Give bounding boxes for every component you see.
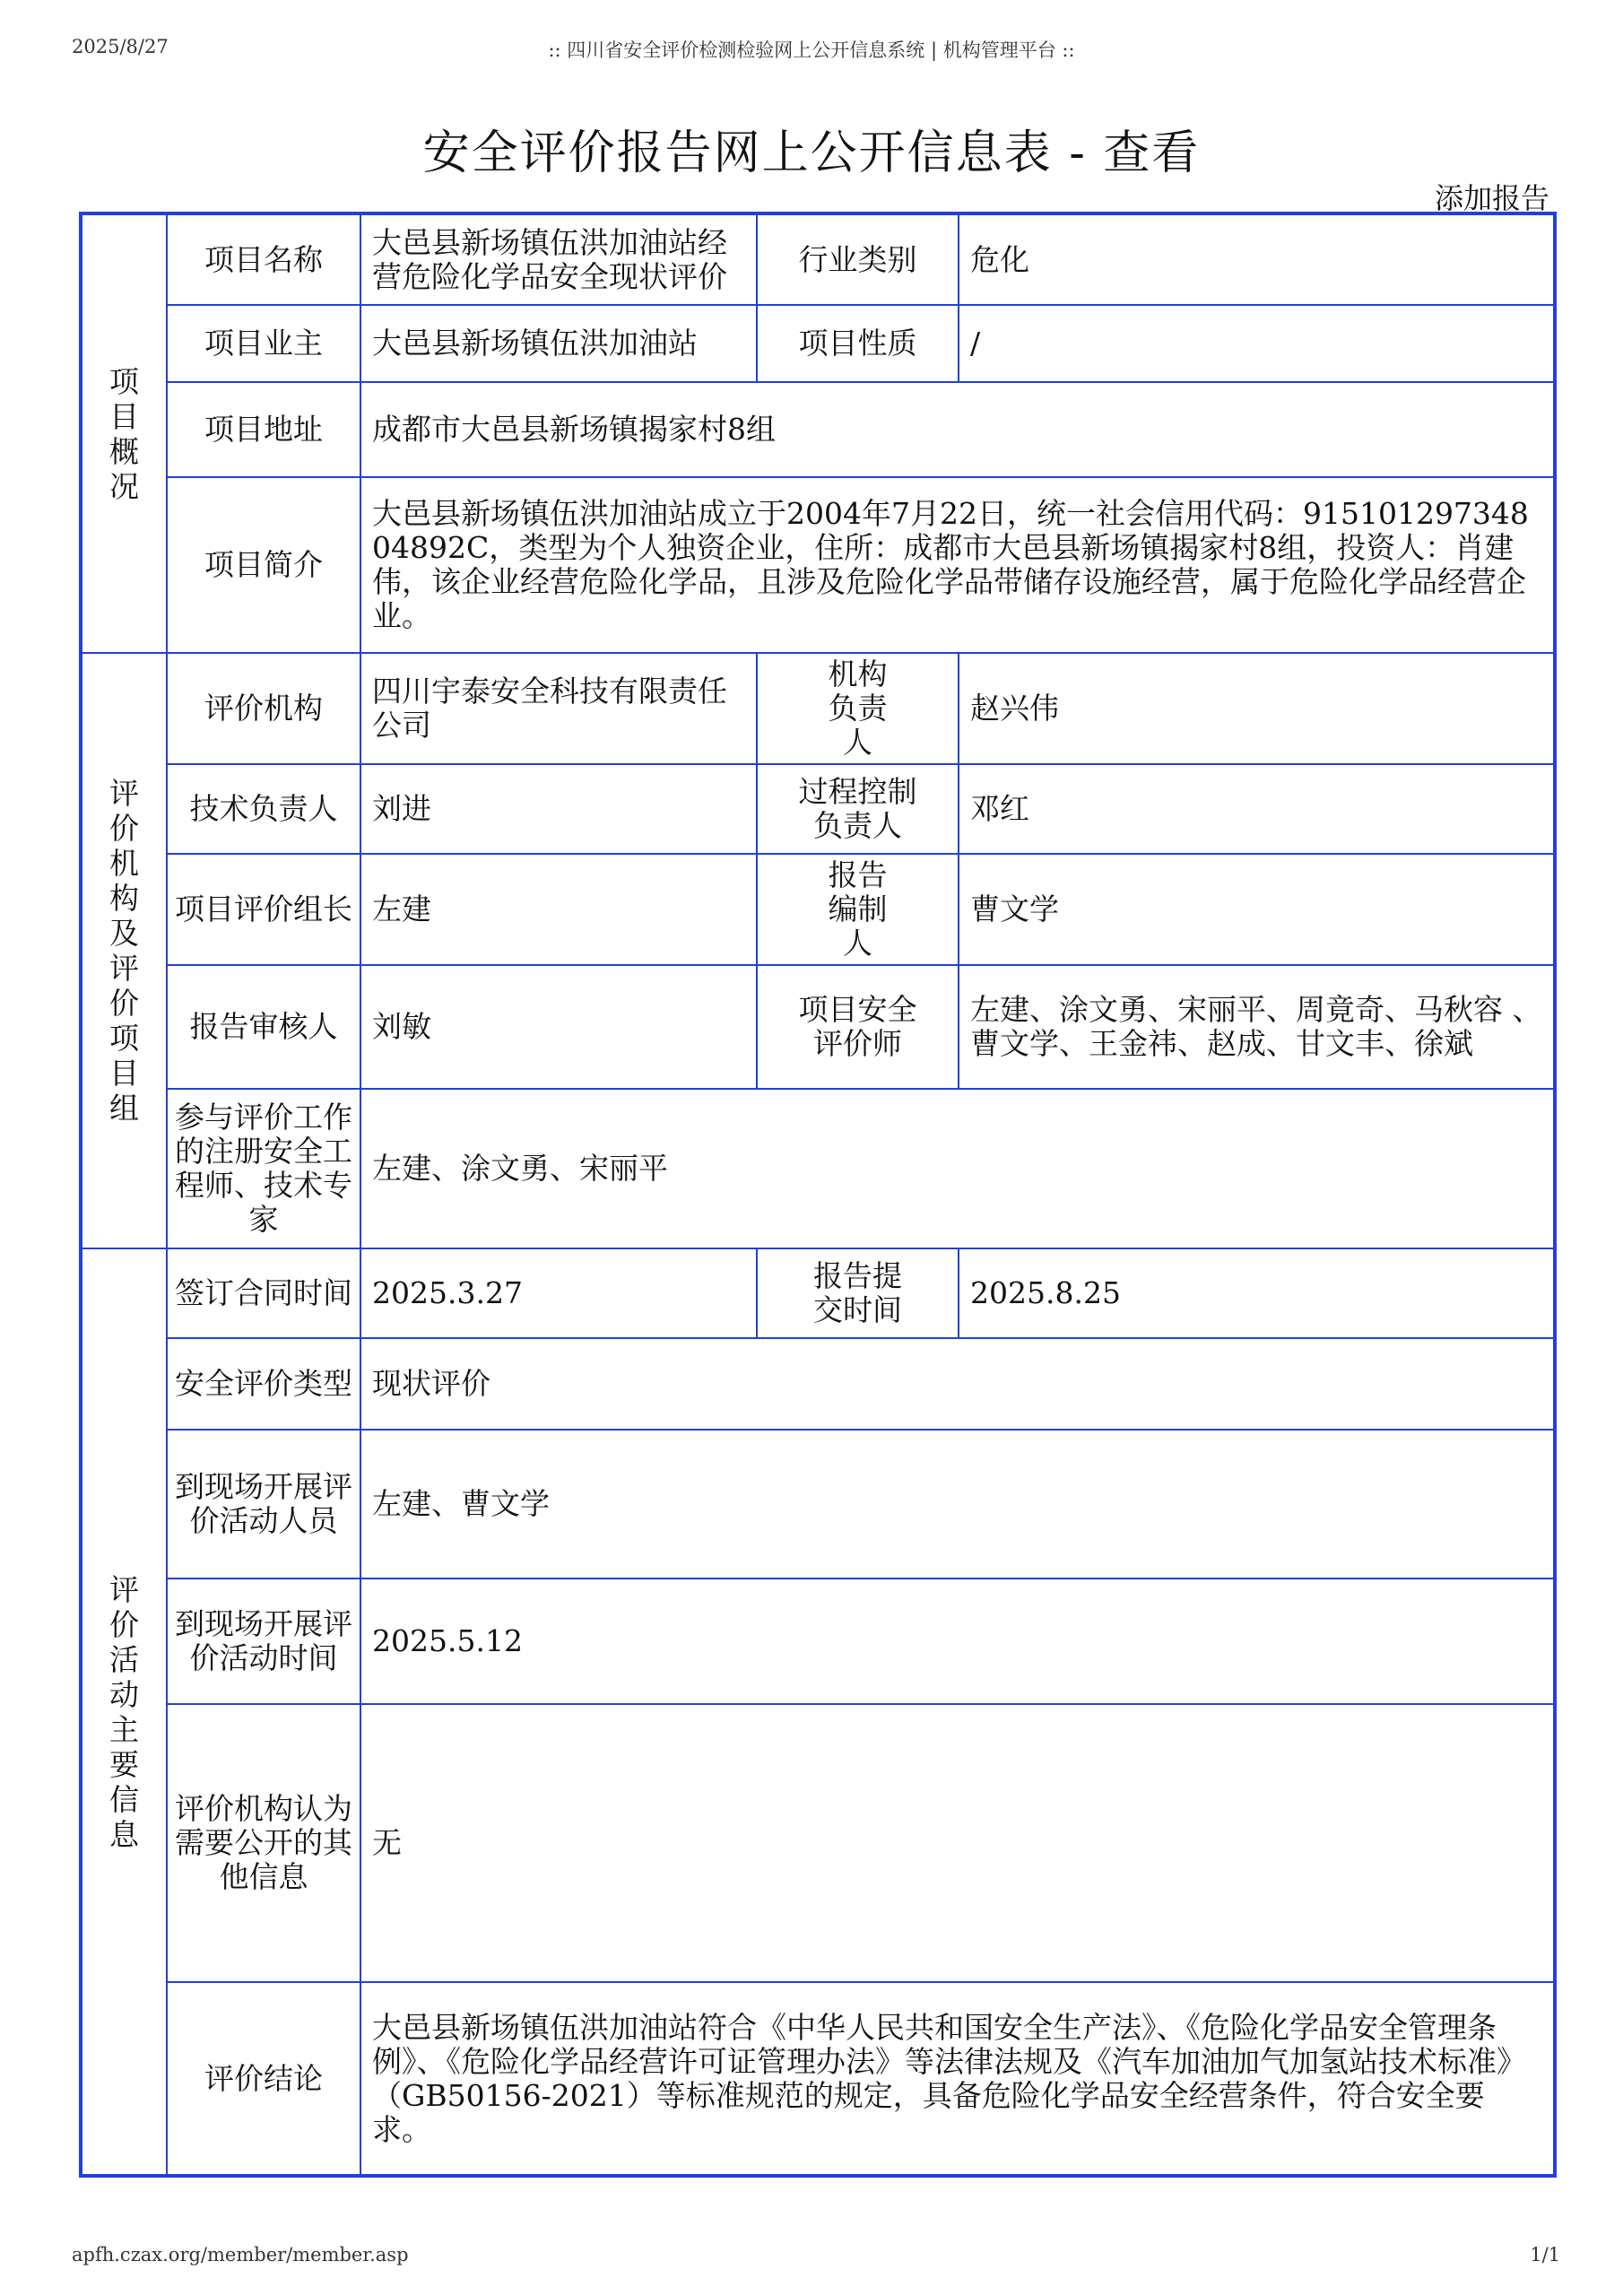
- reviewer-label: 报告审核人: [167, 965, 360, 1089]
- row-tech-head: [81, 764, 1555, 854]
- engineers-value: 左建、涂文勇、宋丽平: [360, 1089, 1555, 1248]
- row-project-name: [81, 213, 1555, 305]
- intro-value: 大邑县新场镇伍洪加油站成立于2004年7月22日，统一社会信用代码：91510129734804892C，类型为个人独资企业，住所：成都市大邑县新场镇揭家村8组，投资人：肖建伟，该企业经营危险化学品，且涉及危险化学品带储存设施经营，属于危险化学品经营企业。: [360, 477, 1555, 653]
- onsite-staff-value: 左建、曹文学: [360, 1430, 1555, 1578]
- owner-label: 项目业主: [167, 305, 360, 382]
- report-author-value: 曹文学: [959, 854, 1555, 965]
- evaluators-label: 项目安全评价师: [757, 965, 959, 1089]
- reviewer-value: 刘敏: [360, 965, 757, 1089]
- engineers-label: 参与评价工作的注册安全工程师、技术专家: [167, 1089, 360, 1248]
- process-head-label: 过程控制负责人: [757, 764, 959, 854]
- tech-head-value: 刘进: [360, 764, 757, 854]
- industry-value: 危化: [959, 213, 1555, 305]
- agency-value: 四川宇泰安全科技有限责任公司: [360, 653, 757, 764]
- onsite-staff-label: 到现场开展评价活动人员: [167, 1430, 360, 1578]
- agency-label: 评价机构: [167, 653, 360, 764]
- other-info-label: 评价机构认为需要公开的其他信息: [167, 1704, 360, 1982]
- evaluators-value: 左建、涂文勇、宋丽平、周竟奇、马秋容 、曹文学、王金祎、赵成、甘文丰、徐斌: [959, 965, 1555, 1089]
- site-title: :: 四川省安全评价检测检验网上公开信息系统 | 机构管理平台 ::: [548, 39, 1075, 61]
- page-number: 1/1: [1530, 2244, 1560, 2266]
- page-url: apfh.czax.org/member/member.asp: [72, 2244, 409, 2266]
- row-project-address: [81, 382, 1555, 477]
- section-org-team: 评价机构及评价项目组: [81, 653, 167, 1248]
- industry-label: 行业类别: [757, 213, 959, 305]
- print-date: 2025/8/27: [72, 36, 169, 57]
- row-team-leader: [81, 854, 1555, 965]
- contract-date-label: 签订合同时间: [167, 1248, 360, 1338]
- team-leader-label: 项目评价组长: [167, 854, 360, 965]
- project-name-value: 大邑县新场镇伍洪加油站经营危险化学品安全现状评价: [360, 213, 757, 305]
- row-eval-type: [81, 1338, 1555, 1430]
- row-engineers: [81, 1089, 1555, 1248]
- section-overview: 项目概况: [81, 213, 167, 653]
- row-project-intro: [81, 477, 1555, 653]
- row-agency: [81, 653, 1555, 764]
- section-activities: 评价活动主要信息: [81, 1248, 167, 2176]
- other-info-value: 无: [360, 1704, 1555, 1982]
- row-onsite-staff: [81, 1430, 1555, 1578]
- submit-date-label: 报告提交时间: [757, 1248, 959, 1338]
- tech-head-label: 技术负责人: [167, 764, 360, 854]
- row-contract-date: [81, 1248, 1555, 1338]
- contract-date-value: 2025.3.27: [360, 1248, 757, 1338]
- address-value: 成都市大邑县新场镇揭家村8组: [360, 382, 1555, 477]
- row-other-info: [81, 1704, 1555, 1982]
- page-title: 安全评价报告网上公开信息表 - 查看: [422, 126, 1201, 180]
- eval-type-label: 安全评价类型: [167, 1338, 360, 1430]
- owner-value: 大邑县新场镇伍洪加油站: [360, 305, 757, 382]
- row-onsite-time: [81, 1578, 1555, 1704]
- onsite-time-label: 到现场开展评价活动时间: [167, 1578, 360, 1704]
- add-report-link[interactable]: 添加报告: [1434, 181, 1549, 215]
- row-reviewer: [81, 965, 1555, 1089]
- agency-head-label: 机构负责人: [757, 653, 959, 764]
- process-head-value: 邓红: [959, 764, 1555, 854]
- onsite-time-value: 2025.5.12: [360, 1578, 1555, 1704]
- eval-type-value: 现状评价: [360, 1338, 1555, 1430]
- nature-value: /: [959, 305, 1555, 382]
- project-name-label: 项目名称: [167, 213, 360, 305]
- team-leader-value: 左建: [360, 854, 757, 965]
- row-conclusion: [81, 1982, 1555, 2176]
- report-author-label: 报告编制人: [757, 854, 959, 965]
- agency-head-value: 赵兴伟: [959, 653, 1555, 764]
- conclusion-label: 评价结论: [167, 1982, 360, 2176]
- submit-date-value: 2025.8.25: [959, 1248, 1555, 1338]
- row-project-owner: [81, 305, 1555, 382]
- address-label: 项目地址: [167, 382, 360, 477]
- nature-label: 项目性质: [757, 305, 959, 382]
- report-info-table: [79, 212, 1557, 2178]
- conclusion-value: 大邑县新场镇伍洪加油站符合《中华人民共和国安全生产法》、《危险化学品安全管理条例》、《危险化学品经营许可证管理办法》等法律法规及《汽车加油加气加氢站技术标准》（GB50156-2021）等标准规范的规定，具备危险化学品安全经营条件，符合安全要求。: [360, 1982, 1555, 2176]
- intro-label: 项目简介: [167, 477, 360, 653]
